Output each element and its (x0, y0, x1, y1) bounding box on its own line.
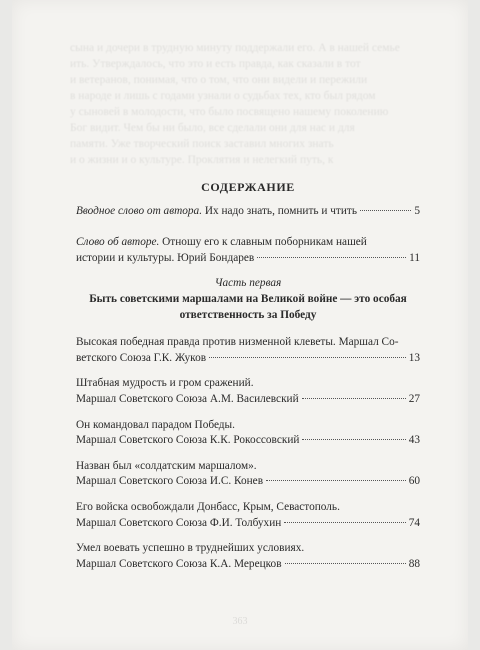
part-title-line: Быть советскими маршалами на Великой войне — это особая (89, 292, 407, 305)
chapter-subtitle: Маршал Советского Союза К.А. Мерецков (76, 557, 282, 570)
leader-dots (209, 357, 406, 358)
leader-dots (302, 398, 406, 399)
leader-dots (285, 563, 406, 564)
page-number: 13 (408, 351, 420, 364)
chapter-subtitle: Маршал Советского Союза Ф.И. Толбухин (76, 516, 282, 529)
leader-dots (266, 480, 406, 481)
toc-chapter[interactable] (76, 418, 420, 449)
table-of-contents (76, 180, 420, 582)
chapter-title: Умел воевать успешно в труднейших условиях. (76, 542, 305, 555)
toc-chapter[interactable] (76, 459, 420, 490)
chapter-subtitle: ветского Союза Г.К. Жуков (76, 351, 207, 364)
chapter-title: Он командовал парадом Победы. (76, 418, 235, 431)
entry-italic: Слово об авторе. (76, 236, 160, 249)
entry-text: Их надо знать, помнить и чтить (202, 204, 357, 217)
page-number: 88 (408, 557, 420, 570)
page-number: 43 (408, 434, 420, 447)
chapter-title: Штабная мудрость и гром сражений. (76, 377, 254, 390)
page-number: 74 (408, 516, 420, 529)
part-title (76, 292, 420, 323)
chapter-subtitle: Маршал Советского Союза А.М. Василевский (76, 392, 299, 405)
show-through-page-number: 363 (232, 616, 248, 627)
entry-text: истории и культуры. Юрий Бондарев (76, 251, 255, 264)
leader-dots (302, 439, 405, 440)
part-label: Часть первая (214, 277, 282, 290)
part-title-line: ответственность за Победу (179, 308, 317, 321)
chapter-title: Его войска освобождали Донбасс, Крым, Севастополь. (76, 500, 340, 513)
chapter-title: Высокая победная правда против низменной клеветы. Маршал Со- (76, 336, 399, 349)
toc-chapter[interactable] (76, 376, 420, 407)
chapter-subtitle: Маршал Советского Союза К.К. Рокоссовский (76, 434, 300, 447)
leader-dots (284, 522, 405, 523)
page-number: 60 (408, 475, 420, 488)
page-number: 27 (408, 392, 420, 405)
leader-dots (360, 210, 411, 211)
toc-heading: СОДЕРЖАНИЕ (201, 180, 295, 194)
leader-dots (257, 257, 406, 258)
entry-italic: Вводное слово от автора. (76, 204, 203, 217)
toc-entry-intro[interactable] (76, 204, 420, 220)
show-through-text: сына и дочери в трудную минуту поддержали его. А в нашей семье ить. Утверждалось, что это и есть правда, как сказали в тот и ветеранов, понимая, что о том, что они видели и пережили в народе и лишь с годами узнали о судьбах тех, кто был рядом у сыновей в молодости, что было посвящено нашему поколению Бог видит. Чем бы ни было, все сделали они для нас и для памяти. Уже творческий поиск заставил многих знать и о жизни и о культуре. Проклятия и нелегкий путь, к (70, 42, 400, 166)
toc-chapter[interactable] (76, 335, 420, 366)
page-number: 5 (414, 204, 420, 217)
toc-chapter[interactable] (76, 541, 420, 572)
chapter-title: Назван был «солдатским маршалом». (76, 459, 257, 472)
book-page (12, 0, 468, 650)
page-number: 11 (409, 251, 420, 264)
entry-text: Отношу его к славным поборникам нашей (159, 236, 367, 249)
toc-chapter[interactable] (76, 500, 420, 531)
chapter-subtitle: Маршал Советского Союза И.С. Конев (76, 475, 264, 488)
toc-entry-about-author[interactable] (76, 235, 420, 266)
